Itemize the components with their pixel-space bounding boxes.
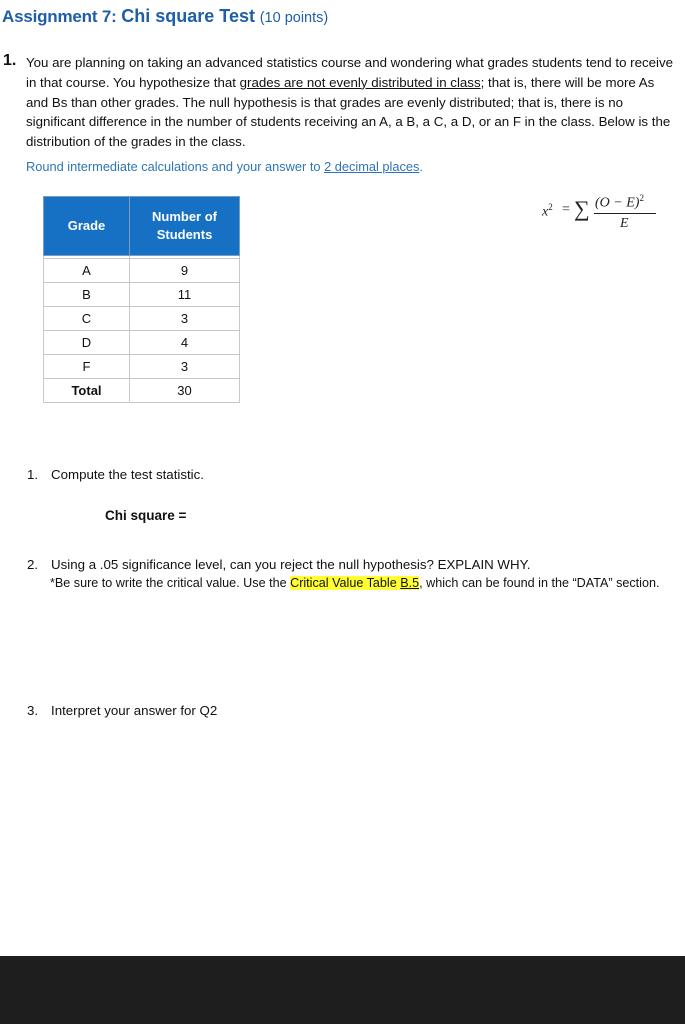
table-row bbox=[44, 307, 240, 331]
total-label: Total bbox=[44, 379, 130, 403]
grade-cell: A bbox=[44, 259, 130, 283]
sigma-icon: ∑ bbox=[574, 196, 590, 221]
table-row bbox=[44, 283, 240, 307]
footer-bar bbox=[0, 956, 685, 1024]
item-1-number: 1. bbox=[27, 467, 39, 482]
rounding-prefix: Round intermediate calculations and your answer to bbox=[26, 159, 325, 174]
count-cell: 4 bbox=[130, 331, 240, 355]
formula-numerator-exponent: 2 bbox=[639, 193, 644, 203]
rounding-suffix: . bbox=[419, 159, 423, 174]
table-total-row bbox=[44, 379, 240, 403]
critical-value-note bbox=[50, 576, 659, 590]
header-number-of-students bbox=[130, 197, 240, 256]
rounding-instruction bbox=[26, 159, 423, 174]
note-suffix: , which can be found in the “DATA” section. bbox=[419, 576, 660, 590]
critical-value-table-link[interactable]: B.5 bbox=[400, 576, 420, 590]
assignment-title bbox=[2, 6, 328, 27]
count-cell: 3 bbox=[130, 355, 240, 379]
grade-cell: B bbox=[44, 283, 130, 307]
question-1-text-part2: ; that is, there will be more As and Bs than other grades. The null hypothesis is that grades are evenly distributed; that is, there is no significant difference in the number of students receiving an A, a B, a C, a D, or an F in the class. Below is the distribution of the grades in the class. bbox=[26, 74, 671, 150]
count-cell: 9 bbox=[130, 259, 240, 283]
grade-distribution-table bbox=[43, 196, 240, 403]
item-3-text: Interpret your answer for Q2 bbox=[51, 703, 218, 718]
item-1-text: Compute the test statistic. bbox=[51, 467, 204, 482]
grade-cell: C bbox=[44, 307, 130, 331]
note-prefix: *Be sure to write the critical value. Use the bbox=[50, 576, 291, 590]
total-count: 30 bbox=[130, 379, 240, 403]
header-grade: Grade bbox=[44, 197, 130, 256]
table-row bbox=[44, 259, 240, 283]
item-2-text: Using a .05 significance level, can you reject the null hypothesis? EXPLAIN WHY. bbox=[51, 557, 531, 572]
table-header-row bbox=[44, 197, 240, 256]
item-3-number: 3. bbox=[27, 703, 39, 718]
grade-cell: F bbox=[44, 355, 130, 379]
item-2-number: 2. bbox=[27, 557, 39, 572]
chi-square-formula bbox=[538, 193, 663, 238]
assignment-points: (10 points) bbox=[259, 10, 329, 26]
header-count-line2: Students bbox=[156, 227, 213, 242]
formula-equals: = bbox=[562, 202, 570, 217]
chi-square-answer-label: Chi square = bbox=[105, 508, 187, 523]
question-1-text bbox=[26, 53, 676, 152]
formula-fraction-bar bbox=[594, 213, 656, 214]
table-row bbox=[44, 355, 240, 379]
grade-cell: D bbox=[44, 331, 130, 355]
question-1-number: 1. bbox=[3, 52, 17, 69]
formula-lhs-var: x bbox=[542, 204, 549, 220]
note-highlight bbox=[290, 576, 419, 590]
formula-lhs-exponent: 2 bbox=[548, 202, 553, 212]
header-count-line1: Number of bbox=[152, 209, 217, 224]
note-highlight-text: Critical Value Table bbox=[290, 576, 401, 590]
table-row bbox=[44, 331, 240, 355]
rounding-decimal-places-link[interactable]: 2 decimal places bbox=[324, 159, 420, 174]
question-1-hypothesis-underlined: grades are not evenly distributed in class bbox=[239, 74, 481, 90]
count-cell: 11 bbox=[130, 283, 240, 307]
formula-numerator bbox=[595, 193, 644, 212]
formula-denominator: E bbox=[620, 216, 629, 231]
question-1-text-part1: You are planning on taking an advanced statistics course and wondering what grades students tend to receive in that course. You hypothesize that bbox=[26, 55, 674, 90]
assignment-label: Assignment 7: bbox=[2, 7, 117, 26]
formula-lhs bbox=[542, 202, 553, 221]
formula-numerator-text: (O − E) bbox=[595, 195, 640, 211]
count-cell: 3 bbox=[130, 307, 240, 331]
assignment-title-main: Chi square Test bbox=[121, 6, 255, 26]
